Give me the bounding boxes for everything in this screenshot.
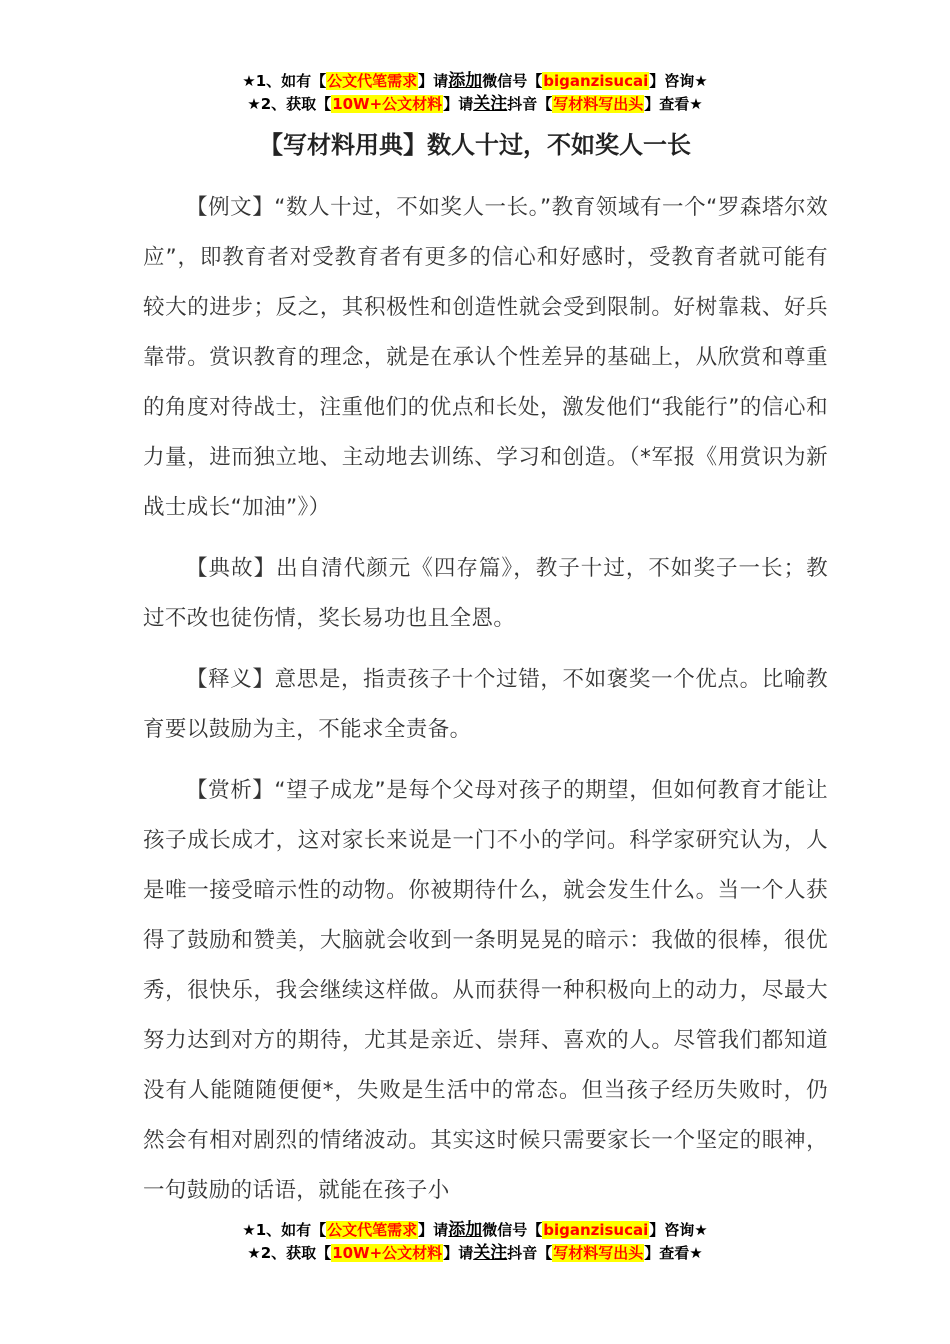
banner-line-2: ★2、获取【10W+公文材料】请关注抖音【写材料写出头】查看★ <box>247 1243 703 1263</box>
paragraph-origin: 【典故】出自清代颜元《四存篇》，教子十过，不如奖子一长；教过不改也徒伤情，奖长易功也且全恩。 <box>143 556 828 631</box>
underlined-text: 关注 <box>473 94 508 114</box>
highlight-text: 公文代笔需求 <box>327 1221 418 1239</box>
highlight-text: 10W+公文材料 <box>332 95 443 113</box>
underlined-text: 关注 <box>473 1243 508 1263</box>
douyin-account: 写材料写出头 <box>553 95 644 113</box>
header-banner <box>0 70 950 116</box>
wechat-id: biganzisucai <box>543 1221 649 1239</box>
banner-line-1: ★1、如有【公文代笔需求】请添加微信号【biganzisucai】咨询★ <box>242 71 708 91</box>
underlined-text: 添加 <box>448 1220 483 1240</box>
page-title: 【写材料用典】数人十过，不如奖人一长 <box>259 131 691 159</box>
footer-banner <box>0 1219 950 1265</box>
paragraph-example: 【例文】“数人十过，不如奖人一长。”教育领域有一个“罗森塔尔效应”，即教育者对受教育者有更多的信心和好感时，受教育者就可能有较大的进步；反之，其积极性和创造性就会受到限制。好树靠栽、好兵靠带。赏识教育的理念，就是在承认个性差异的基础上，从欣赏和尊重的角度对待战士，注重他们的优点和长处，激发他们“我能行”的信心和力量，进而独立地、主动地去训练、学习和创造。（*军报《用赏识为新战士成长“加油”》） <box>143 195 828 520</box>
wechat-id: biganzisucai <box>543 72 649 90</box>
paragraph-meaning: 【释义】意思是，指责孩子十个过错，不如褒奖一个优点。比喻教育要以鼓励为主，不能求全责备。 <box>143 667 828 742</box>
underlined-text: 添加 <box>448 71 483 91</box>
highlight-text: 公文代笔需求 <box>327 72 418 90</box>
douyin-account: 写材料写出头 <box>553 1244 644 1262</box>
banner-line-1: ★1、如有【公文代笔需求】请添加微信号【biganzisucai】咨询★ <box>242 1220 708 1240</box>
paragraph-appreciation: 【赏析】“望子成龙”是每个父母对孩子的期望，但如何教育才能让孩子成长成才，这对家长来说是一门不小的学问。科学家研究认为，人是唯一接受暗示性的动物。你被期待什么，就会发生什么。当一个人获得了鼓励和赞美，大脑就会收到一条明晃晃的暗示：我做的很棒，很优秀，很快乐，我会继续这样做。从而获得一种积极向上的动力，尽最大努力达到对方的期待，尤其是亲近、崇拜、喜欢的人。尽管我们都知道没有人能随随便便*，失败是生活中的常态。但当孩子经历失败时，仍然会有相对剧烈的情绪波动。其实这时候只需要家长一个坚定的眼神，一句鼓励的话语，就能在孩子小 <box>143 778 828 1203</box>
banner-line-2: ★2、获取【10W+公文材料】请关注抖音【写材料写出头】查看★ <box>247 94 703 114</box>
document-body <box>143 183 828 1216</box>
highlight-text: 10W+公文材料 <box>332 1244 443 1262</box>
